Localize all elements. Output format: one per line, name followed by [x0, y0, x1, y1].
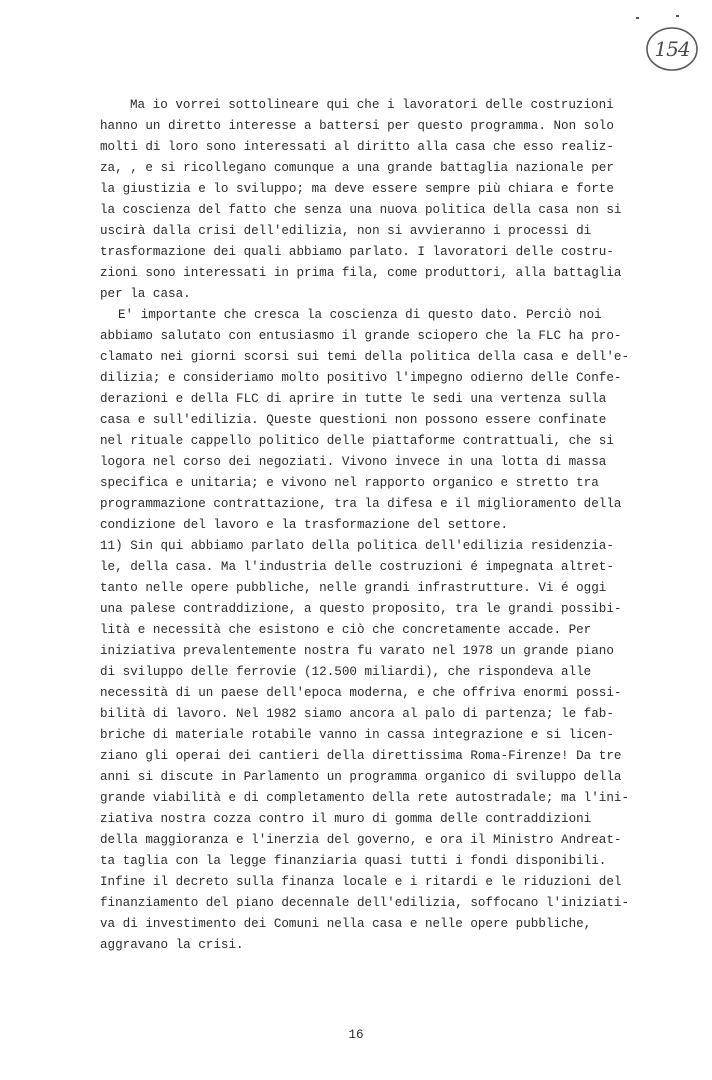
text-line: molti di loro sono interessati al diritto alla casa che esso realiz- — [100, 140, 614, 154]
text-line: dilizia; e consideriamo molto positivo l'impegno odierno delle Confe- — [100, 371, 622, 385]
body-text — [100, 95, 630, 956]
text-line: derazioni e della FLC di aprire in tutte le sedi una vertenza sulla — [100, 392, 607, 406]
text-line: va di investimento dei Comuni nella casa e nelle opere pubbliche, — [100, 917, 592, 931]
text-line: necessità di un paese dell'epoca moderna, e che offriva enormi possi- — [100, 686, 622, 700]
text-line: E' importante che cresca la coscienza di questo dato. Perciò noi — [118, 308, 602, 322]
stamp-number: 154 — [654, 37, 690, 61]
text-line: le, della casa. Ma l'industria delle costruzioni é impegnata altret- — [100, 560, 614, 574]
text-line: per la casa. — [100, 287, 191, 301]
text-line: bilità di lavoro. Nel 1982 siamo ancora al palo di partenza; le fab- — [100, 707, 614, 721]
text-line: lità e necessità che esistono e ciò che concretamente accade. Per — [100, 623, 592, 637]
text-line: ziativa nostra cozza contro il muro di gomma delle contraddizioni — [100, 812, 592, 826]
text-line: della maggioranza e l'inerzia del governo, e ora il Ministro Andreat- — [100, 833, 622, 847]
text-line: casa e sull'edilizia. Queste questioni non possono essere confinate — [100, 413, 607, 427]
text-line: programmazione contrattazione, tra la difesa e il miglioramento della — [100, 497, 622, 511]
text-line: Ma io vorrei sottolineare qui che i lavoratori delle costruzioni — [130, 98, 614, 112]
text-line: tanto nelle opere pubbliche, nelle grandi infrastrutture. Vi é oggi — [100, 581, 607, 595]
text-line: specifica e unitaria; e vivono nel rapporto organico e stretto tra — [100, 476, 599, 490]
page-stamp — [645, 25, 699, 73]
text-line: ziano gli operai dei cantieri della direttissima Roma-Firenze! Da tre — [100, 749, 622, 763]
text-line: iniziativa prevalentemente nostra fu varato nel 1978 un grande piano — [100, 644, 614, 658]
text-line: grande viabilità e di completamento della rete autostradale; ma l'ini- — [100, 791, 630, 805]
text-line: 11) Sin qui abbiamo parlato della politica dell'edilizia residenzia- — [100, 539, 614, 553]
text-line: di sviluppo delle ferrovie (12.500 miliardi), che rispondeva alle — [100, 665, 592, 679]
text-line: condizione del lavoro e la trasformazione del settore. — [100, 518, 509, 532]
text-line: aggravano la crisi. — [100, 938, 244, 952]
text-line: logora nel corso dei negoziati. Vivono invece in una lotta di massa — [100, 455, 607, 469]
text-line: briche di materiale rotabile vanno in cassa integrazione e si licen- — [100, 728, 614, 742]
text-line: za, , e si ricollegano comunque a una grande battaglia nazionale per — [100, 161, 614, 175]
page-number: 16 — [348, 1028, 364, 1042]
text-line: la coscienza del fatto che senza una nuova politica della casa non si — [100, 203, 622, 217]
text-line: ta taglia con la legge finanziaria quasi tutti i fondi disponibili. — [100, 854, 607, 868]
text-line: hanno un diretto interesse a battersi per questo programma. Non solo — [100, 119, 614, 133]
text-line: anni si discute in Parlamento un programma organico di sviluppo della — [100, 770, 622, 784]
text-line: abbiamo salutato con entusiasmo il grande sciopero che la FLC ha pro- — [100, 329, 622, 343]
text-line: clamato nei giorni scorsi sui temi della politica della casa e dell'e- — [100, 350, 630, 364]
text-line: uscirà dalla crisi dell'edilizia, non si avvieranno i processi di — [100, 224, 592, 238]
text-line: Infine il decreto sulla finanza locale e i ritardi e le riduzioni del — [100, 875, 622, 889]
scan-mark — [676, 15, 679, 17]
text-line: finanziamento del piano decennale dell'edilizia, soffocano l'iniziati- — [100, 896, 630, 910]
text-line: la giustizia e lo sviluppo; ma deve essere sempre più chiara e forte — [100, 182, 614, 196]
scan-mark — [636, 17, 639, 19]
text-line: zioni sono interessati in prima fila, come produttori, alla battaglia — [100, 266, 622, 280]
text-line: una palese contraddizione, a questo proposito, tra le grandi possibi- — [100, 602, 622, 616]
text-line: nel rituale cappello politico delle piattaforme contrattuali, che si — [100, 434, 614, 448]
text-line: trasformazione dei quali abbiamo parlato. I lavoratori delle costru- — [100, 245, 614, 259]
